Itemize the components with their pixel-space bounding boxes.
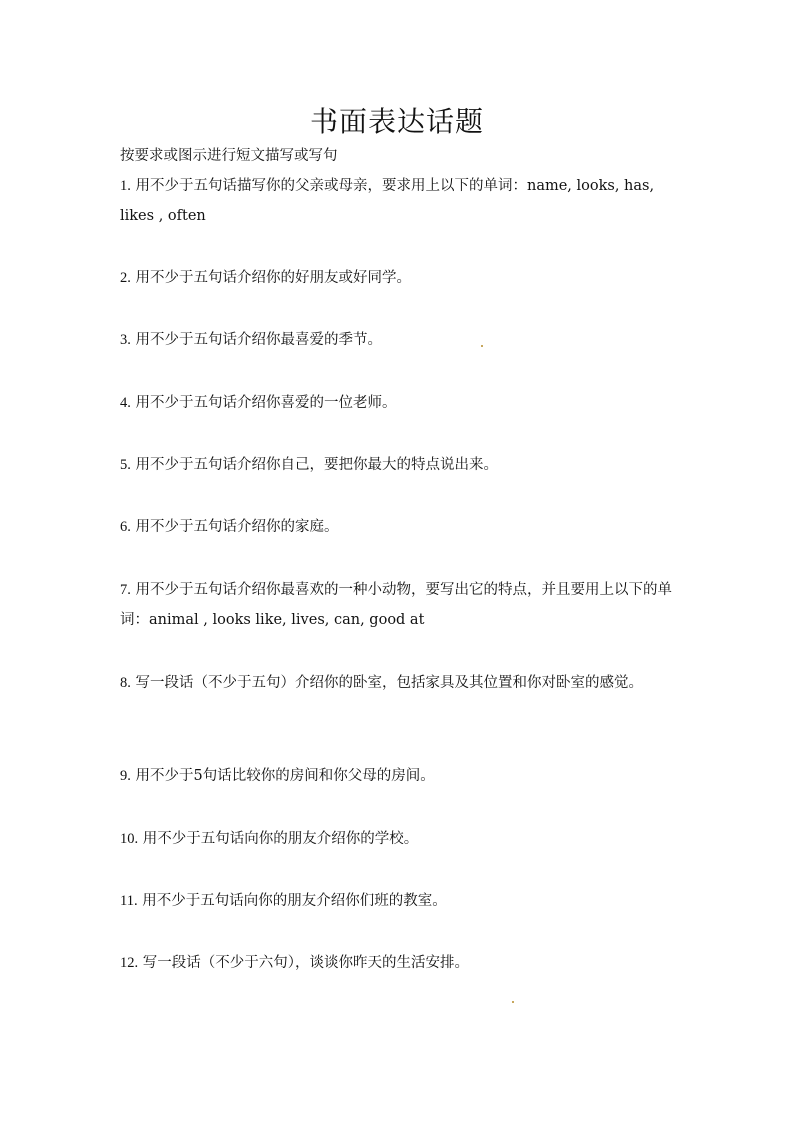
question-text: 用不少于五句话介绍你最喜爱的季节。: [135, 332, 382, 348]
question-number: 10.: [120, 831, 139, 847]
question-text: 用不少于五句话介绍你喜爱的一位老师。: [135, 395, 397, 411]
ink-speck: [512, 1001, 514, 1003]
question-item-2: [120, 263, 680, 293]
question-number: 5.: [120, 457, 131, 473]
question-item-11: [120, 886, 680, 916]
question-item-7: [120, 575, 680, 635]
question-text: 写一段话（不少于六句），谈谈你昨天的生活安排。: [142, 955, 469, 971]
question-number: 7.: [120, 582, 131, 598]
question-item-12: [120, 948, 680, 978]
question-text: 写一段话（不少于五句）介绍你的卧室，包括家具及其位置和你对卧室的感觉。: [135, 675, 643, 691]
question-item-3: [120, 325, 680, 355]
question-text: 用不少于五句话介绍你最喜欢的一种小动物，要写出它的特点，并且要用上以下的单词：animal , looks like, lives, can, good at: [120, 582, 672, 628]
question-item-6: [120, 512, 680, 542]
question-text: 用不少于五句话向你的朋友介绍你的学校。: [142, 831, 419, 847]
question-text: 用不少于5句话比较你的房间和你父母的房间。: [135, 768, 435, 784]
question-item-9: [120, 761, 680, 791]
question-item-4: [120, 388, 680, 418]
question-item-5: [120, 450, 680, 480]
ink-speck: [481, 345, 483, 347]
question-text: 用不少于五句话描写你的父亲或母亲，要求用上以下的单词：name, looks, has, likes , often: [120, 178, 655, 224]
question-number: 8.: [120, 675, 131, 691]
question-text: 用不少于五句话介绍你的好朋友或好同学。: [135, 270, 411, 286]
question-number: 11.: [120, 893, 138, 909]
question-number: 9.: [120, 768, 131, 784]
question-text: 用不少于五句话向你的朋友介绍你们班的教室。: [142, 893, 447, 909]
question-number: 2.: [120, 270, 131, 286]
page-title: 书面表达话题: [309, 105, 484, 138]
question-number: 3.: [120, 332, 131, 348]
question-number: 6.: [120, 519, 131, 535]
instructions: 按要求或图示进行短文描写或写句: [120, 148, 338, 164]
question-number: 1.: [120, 178, 131, 194]
question-item-10: [120, 824, 680, 854]
question-item-8: [120, 668, 680, 698]
question-number: 12.: [120, 955, 139, 971]
question-text: 用不少于五句话介绍你的家庭。: [135, 519, 339, 535]
question-text: 用不少于五句话介绍你自己，要把你最大的特点说出来。: [135, 457, 498, 473]
question-number: 4.: [120, 395, 131, 411]
question-item-1: [120, 171, 680, 231]
